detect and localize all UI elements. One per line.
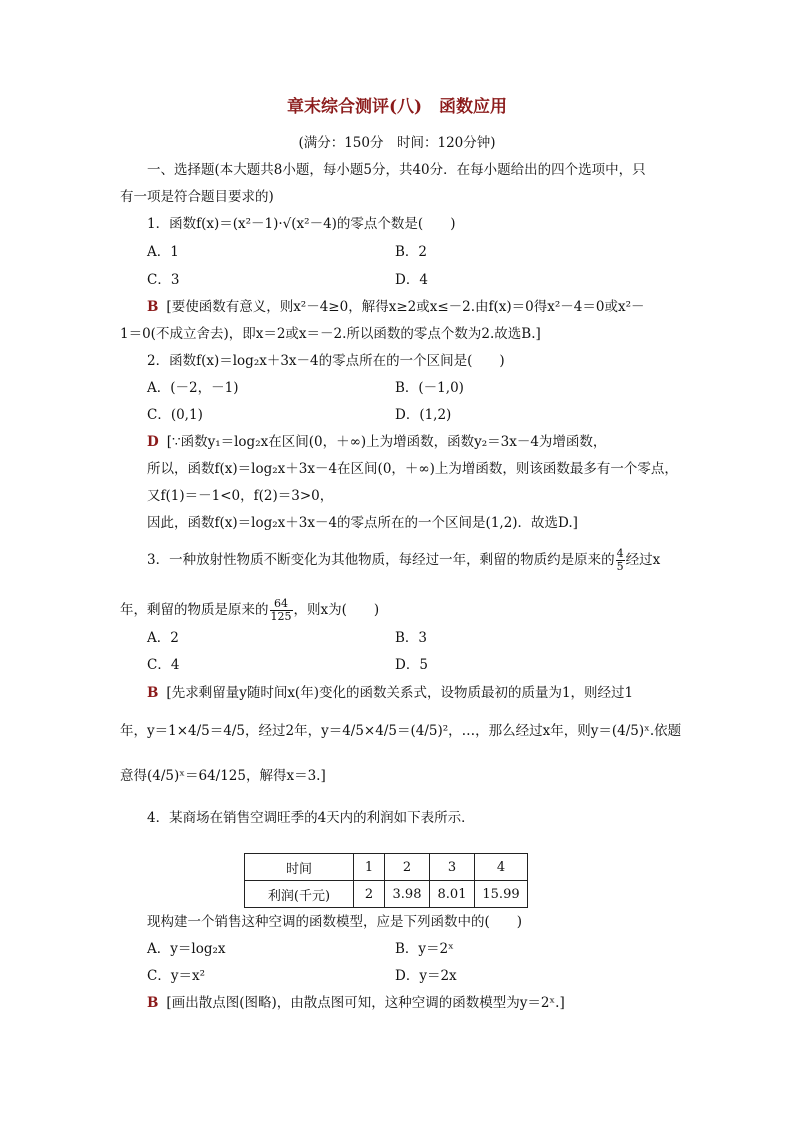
table-row: [245, 881, 528, 908]
question-4-ask: 现构建一个销售这种空调的函数模型，应是下列函数中的( ): [147, 914, 523, 930]
q3-stem-part4: ，则x为( ): [293, 602, 380, 618]
section-heading: 一、选择题(本大题共8小题，每小题5分，共40分．在每小题给出的四个选项中，只: [147, 162, 646, 178]
q1-solution-line2: 1＝0(不成立舍去)，即x＝2或x＝－2.所以函数的零点个数为2.故选B.]: [120, 326, 541, 342]
table-cell: 3: [430, 854, 475, 881]
q1-option-c: C．3: [147, 272, 180, 288]
table-cell: 1: [354, 854, 385, 881]
page-title: 章末综合测评(八) 函数应用: [286, 97, 508, 117]
section-heading-cont: 有一项是符合题目要求的): [120, 189, 274, 205]
q3-solution-line3: 意得(4/5)ˣ＝64/125，解得x＝3.]: [120, 768, 326, 784]
q4-option-b: B．y＝2ˣ: [395, 941, 454, 957]
q2-solution-line2: 所以，函数f(x)＝log₂x＋3x－4在区间(0，＋∞)上为增函数，则该函数最多有一个零点，: [147, 461, 678, 477]
fraction-64-125: [270, 598, 293, 623]
fraction-four-fifths: [616, 548, 625, 573]
q4-solution: [147, 993, 565, 1013]
table-cell: 4: [475, 854, 528, 881]
profit-table: [244, 853, 528, 908]
q2-option-c: C．(0,1): [147, 407, 203, 423]
table-cell: 时间: [245, 854, 354, 881]
q1-solution-line1: [要使函数有意义，则x²－4≥0，解得x≥2或x≤－2.由f(x)＝0得x²－4＝0或x²－: [166, 299, 645, 315]
q3-solution-line1: [先求剩留量y随时间x(年)变化的函数关系式，设物质最初的质量为1，则经过1: [166, 685, 634, 701]
q2-solution: [147, 432, 606, 452]
q3-stem-part2: 经过x: [625, 552, 661, 568]
q3-option-b: B．3: [395, 630, 428, 646]
exam-info: (满分：150分 时间：120分钟): [298, 135, 496, 151]
question-3-stem: [147, 548, 660, 573]
table-cell: 8.01: [430, 881, 475, 908]
q4-answer: B: [147, 995, 159, 1011]
question-1-stem: 1．函数f(x)＝(x²－1)·√(x²－4)的零点个数是( ): [147, 216, 456, 232]
q4-option-d: D．y＝2x: [395, 968, 457, 984]
fraction-numerator: 64: [270, 598, 293, 611]
q1-option-a: A．1: [147, 244, 179, 260]
q2-option-a: A．(－2，－1): [147, 380, 239, 396]
q4-solution-line1: [画出散点图(图略)，由散点图可知，这种空调的函数模型为y＝2ˣ.]: [166, 995, 565, 1011]
q1-answer: B: [147, 299, 159, 315]
fraction-numerator: 4: [616, 547, 624, 560]
question-4-stem: 4．某商场在销售空调旺季的4天内的利润如下表所示．: [147, 810, 475, 826]
table-cell: 15.99: [475, 881, 528, 908]
q3-solution: [147, 683, 633, 703]
q2-solution-line1: [∵函数y₁＝log₂x在区间(0，＋∞)上为增函数，函数y₂＝3x－4为增函数，: [166, 434, 607, 450]
q1-option-d: D．4: [395, 272, 428, 288]
table-cell: 3.98: [385, 881, 430, 908]
question-2-stem: 2．函数f(x)＝log₂x＋3x－4的零点所在的一个区间是( ): [147, 353, 505, 369]
q3-option-a: A．2: [147, 630, 179, 646]
q2-answer: D: [147, 434, 159, 450]
table-row: [245, 854, 528, 881]
q4-option-a: A．y＝log₂x: [147, 941, 226, 957]
table-cell: 2: [385, 854, 430, 881]
question-3-stem-cont: [120, 598, 379, 623]
q2-solution-line3: 又f(1)＝－1<0，f(2)＝3>0，: [147, 488, 334, 504]
q3-answer: B: [147, 685, 159, 701]
q3-option-c: C．4: [147, 657, 180, 673]
fraction-denominator: 5: [616, 560, 624, 573]
q2-solution-line4: 因此，函数f(x)＝log₂x＋3x－4的零点所在的一个区间是(1,2)．故选D.]: [147, 515, 578, 531]
table-cell: 2: [354, 881, 385, 908]
q2-option-d: D．(1,2): [395, 407, 452, 423]
q1-solution: [147, 297, 645, 317]
table-cell: 利润(千元): [245, 881, 354, 908]
q3-option-d: D．5: [395, 657, 428, 673]
q3-solution-line2: 年，y＝1×4/5＝4/5，经过2年，y＝4/5×4/5＝(4/5)²，…，那么经过x年，则y＝(4/5)ˣ.依题: [120, 723, 682, 739]
q2-option-b: B．(－1,0): [395, 380, 464, 396]
q3-stem-part1: 3．一种放射性物质不断变化为其他物质，每经过一年，剩留的物质约是原来的: [147, 552, 615, 568]
q4-option-c: C．y＝x²: [147, 968, 205, 984]
fraction-denominator: 125: [270, 610, 292, 623]
q1-option-b: B．2: [395, 244, 428, 260]
q3-stem-part3: 年，剩留的物质是原来的: [120, 602, 269, 618]
